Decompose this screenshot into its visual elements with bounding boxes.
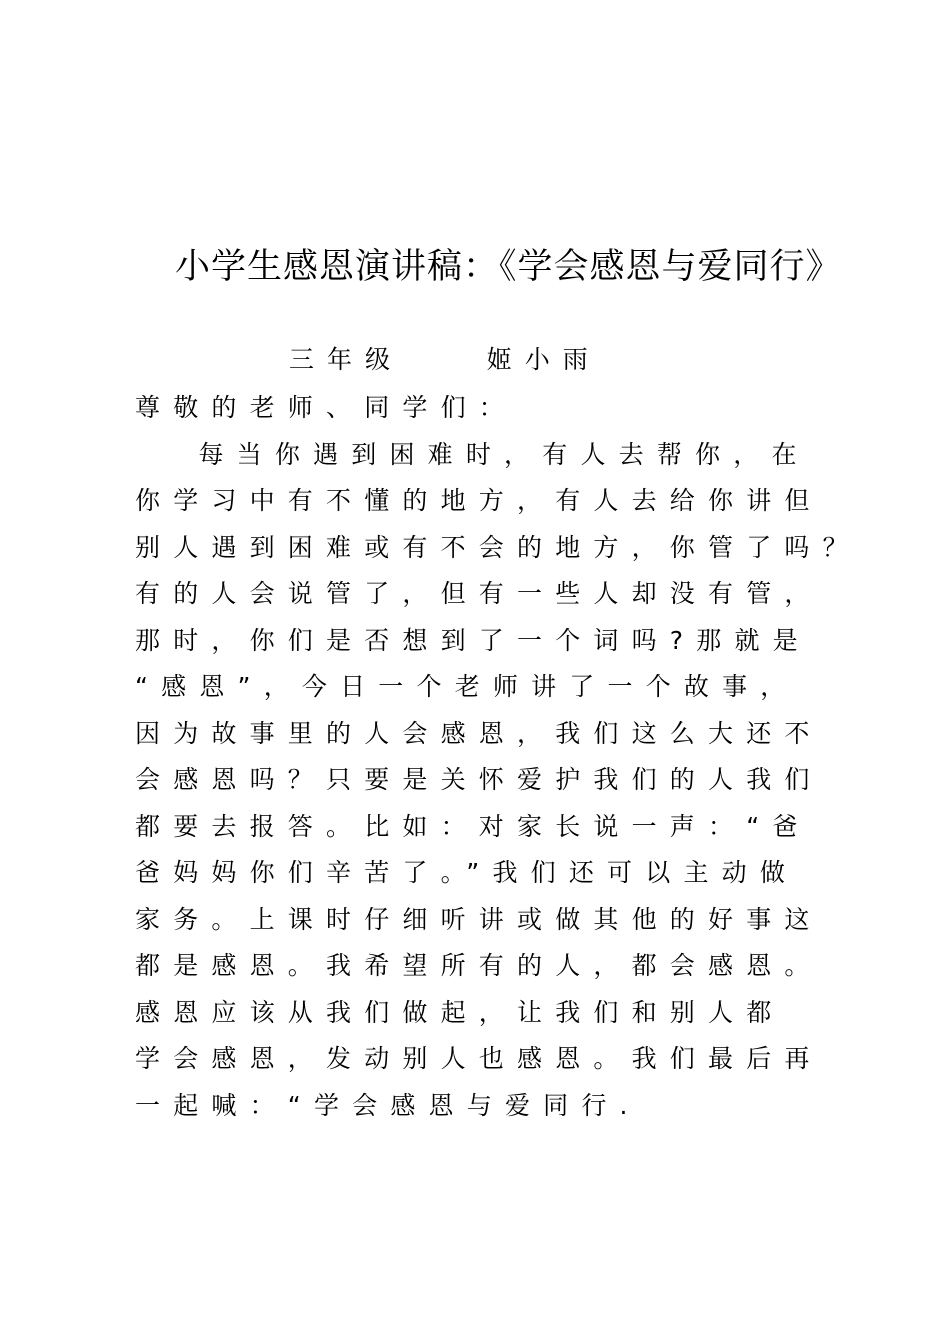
body-line: 感恩应该从我们做起，让我们和别人都: [135, 998, 785, 1027]
body-line: 家务。上课时仔细听讲或做其他的好事这: [135, 905, 823, 934]
body-line: 那时，你们是否想到了一个词吗?那就是: [135, 626, 811, 655]
speech-title: 小学生感恩演讲稿：《学会感恩与爱同行》: [175, 247, 842, 287]
body-line: 一起喊：“学会感恩与爱同行.: [135, 1091, 641, 1120]
salutation-line: 尊敬的老师、同学们：: [135, 393, 518, 422]
body-line: 你学习中有不懂的地方，有人去给你讲但: [135, 486, 823, 515]
body-line: 有的人会说管了，但有一些人却没有管，: [135, 579, 823, 608]
body-line: 都要去报答。比如：对家长说一声：“爸: [135, 812, 811, 841]
body-line: 学会感恩，发动别人也感恩。我们最后再: [135, 1044, 823, 1073]
body-line: 别人遇到困难或有不会的地方，你管了吗？: [135, 533, 861, 562]
body-line: 因为故事里的人会感恩，我们这么大还不: [135, 719, 823, 748]
body-line: 爸妈妈你们辛苦了。”我们还可以主动做: [135, 858, 799, 887]
body-line: 都是感恩。我希望所有的人，都会感恩。: [135, 951, 823, 980]
body-line: “感恩”，今日一个老师讲了一个故事，: [135, 672, 799, 701]
body-line: 每当你遇到困难时，有人去帮你，在: [135, 440, 810, 469]
author-byline: 三年级 姬小雨: [289, 345, 601, 374]
body-line: 会感恩吗？只要是关怀爱护我们的人我们: [135, 765, 823, 794]
